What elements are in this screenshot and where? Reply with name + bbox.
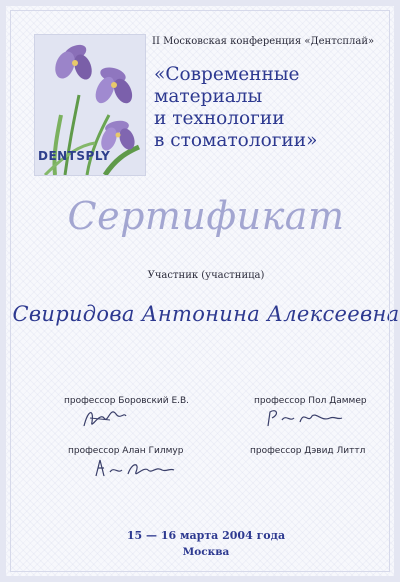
participant-name: Свиридова Антонина Алексеевна	[12, 302, 400, 326]
dentsply-logo: DENTSPLY	[38, 149, 111, 163]
conference-title-line: «Современные	[154, 64, 300, 85]
event-dates: 15 — 16 марта 2004 года	[126, 529, 286, 542]
conference-name: II Московская конференция «Дентсплай»	[152, 36, 375, 47]
conference-title-line: в стоматологии»	[154, 130, 318, 151]
signature-label-gilmour: профессор Алан Гилмур	[68, 446, 184, 456]
signature-gilmour	[92, 456, 176, 480]
conference-title-line: и технологии	[154, 108, 285, 129]
signature-label-dummer: профессор Пол Даммер	[254, 396, 367, 406]
event-city: Москва	[182, 546, 230, 558]
signature-dummer	[264, 406, 344, 430]
conference-title	[154, 64, 394, 152]
signature-borovsky	[80, 404, 130, 434]
iris-flower-illustration	[34, 34, 146, 176]
certificate-title: Сертификат	[67, 194, 345, 238]
participant-label: Участник (участница)	[147, 270, 265, 281]
conference-title-line: материалы	[154, 86, 263, 107]
signature-label-little: профессор Дэвид Литтл	[250, 446, 366, 456]
signature-label-borovsky: профессор Боровский Е.В.	[64, 396, 190, 406]
